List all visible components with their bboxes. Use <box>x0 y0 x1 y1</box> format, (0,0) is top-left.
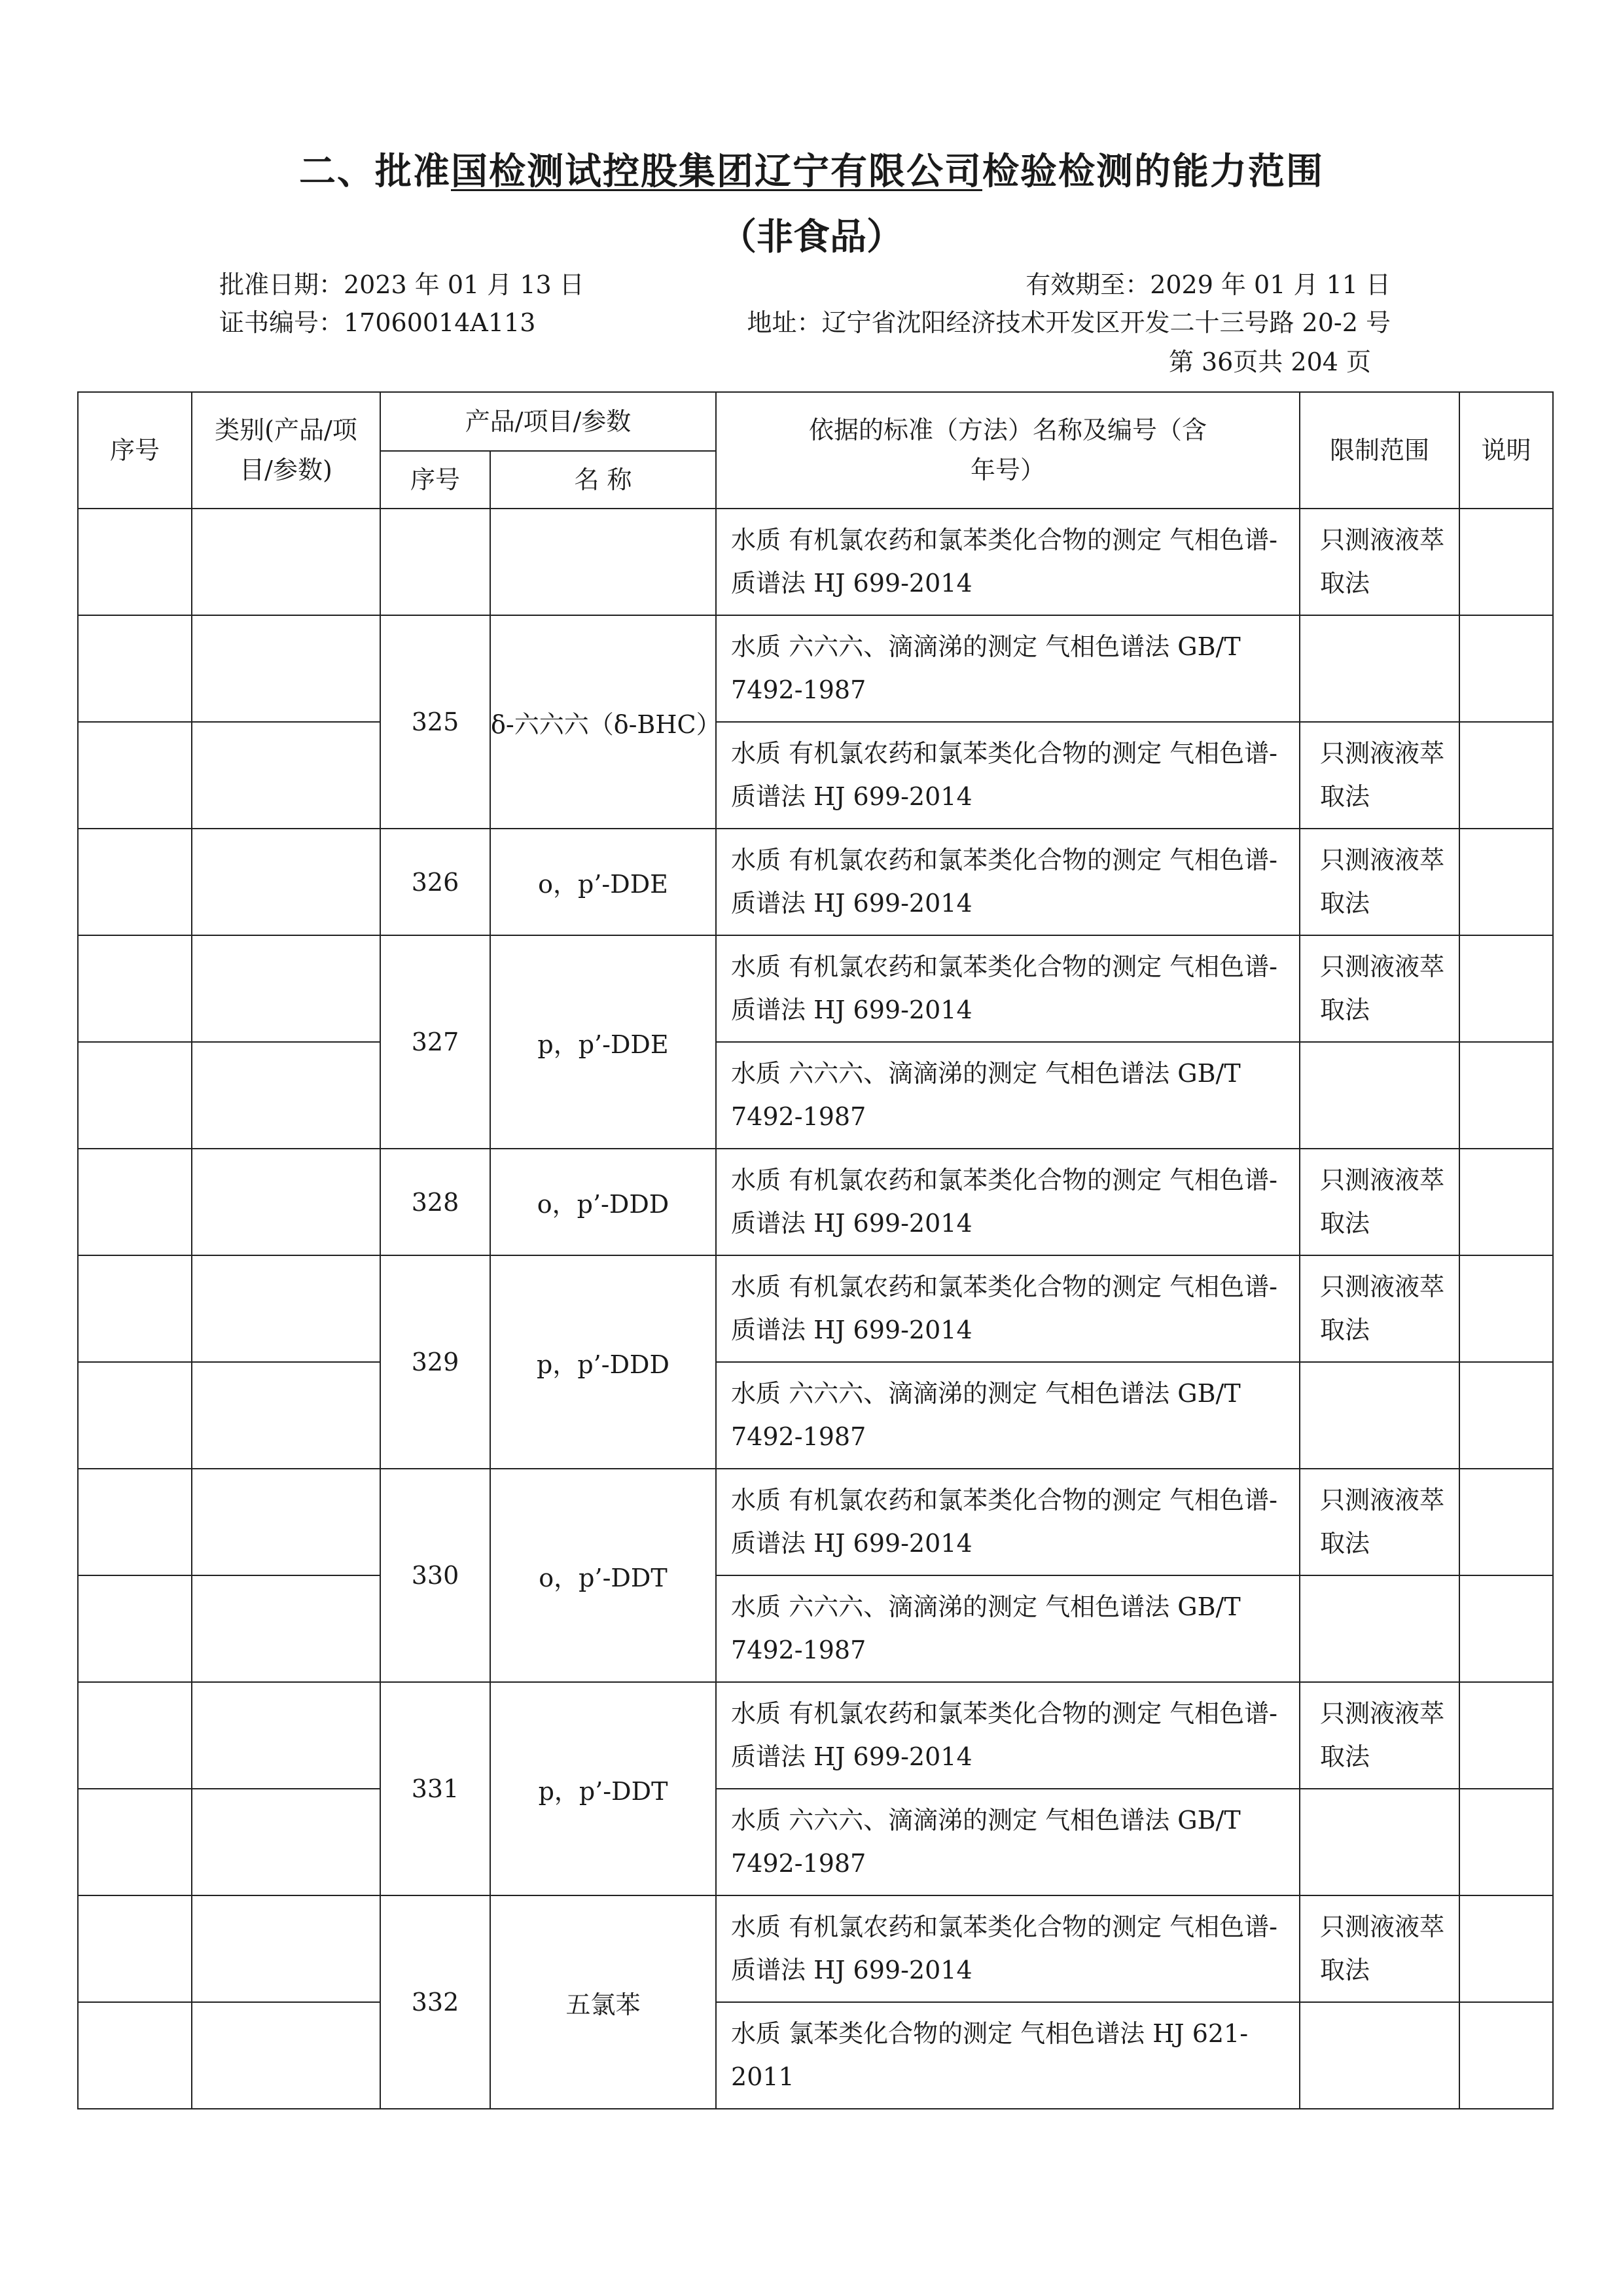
seq-cell <box>78 1575 192 1682</box>
item-number-cell <box>380 509 490 615</box>
category-cell <box>192 2002 380 2109</box>
limit-cell: 只测液液萃取法 <box>1300 935 1459 1042</box>
seq-cell <box>78 1362 192 1469</box>
limit-cell <box>1300 1042 1459 1149</box>
seq-cell <box>78 1042 192 1149</box>
seq-cell <box>78 2002 192 2109</box>
table-row <box>78 1255 1553 1362</box>
item-number-cell: 332 <box>380 1895 490 2109</box>
note-cell <box>1459 935 1553 1042</box>
table-row <box>78 722 1553 829</box>
item-name-cell: o，p’-DDD <box>490 1149 716 1255</box>
page-info: 第 36页共 204 页 <box>1168 348 1371 376</box>
seq-cell <box>78 1895 192 2002</box>
item-name-cell: p，p’-DDT <box>490 1682 716 1895</box>
item-name-cell: o，p’-DDE <box>490 829 716 935</box>
table-row <box>78 2002 1553 2109</box>
table-row <box>78 1789 1553 1895</box>
seq-cell <box>78 509 192 615</box>
note-cell <box>1459 1362 1553 1469</box>
header-seq: 序号 <box>78 392 192 509</box>
note-cell <box>1459 1575 1553 1682</box>
header-note: 说明 <box>1459 392 1553 509</box>
header-standard: 依据的标准（方法）名称及编号（含年号） <box>716 392 1300 509</box>
standard-cell: 水质 有机氯农药和氯苯类化合物的测定 气相色谱-质谱法 HJ 699-2014 <box>716 1895 1300 2002</box>
note-cell <box>1459 1895 1553 2002</box>
table-row <box>78 1469 1553 1575</box>
note-cell <box>1459 722 1553 829</box>
standard-cell: 水质 六六六、滴滴涕的测定 气相色谱法 GB/T 7492-1987 <box>716 1789 1300 1895</box>
note-cell <box>1459 829 1553 935</box>
item-name-cell: 五氯苯 <box>490 1895 716 2109</box>
standard-cell: 水质 有机氯农药和氯苯类化合物的测定 气相色谱-质谱法 HJ 699-2014 <box>716 509 1300 615</box>
valid-until: 有效期至：2029 年 01 月 11 日 <box>1026 270 1391 299</box>
limit-cell: 只测液液萃取法 <box>1300 1895 1459 2002</box>
category-cell <box>192 1042 380 1149</box>
seq-cell <box>78 1469 192 1575</box>
note-cell <box>1459 2002 1553 2109</box>
category-cell <box>192 1895 380 2002</box>
seq-cell <box>78 1789 192 1895</box>
certificate-number: 证书编号：17060014A113 <box>219 308 536 337</box>
limit-cell: 只测液液萃取法 <box>1300 1149 1459 1255</box>
seq-cell <box>78 935 192 1042</box>
category-cell <box>192 935 380 1042</box>
note-cell <box>1459 1469 1553 1575</box>
table-row <box>78 615 1553 722</box>
category-cell <box>192 829 380 935</box>
header-limit: 限制范围 <box>1300 392 1459 509</box>
category-cell <box>192 1255 380 1362</box>
limit-cell: 只测液液萃取法 <box>1300 829 1459 935</box>
item-name-cell: p，p’-DDE <box>490 935 716 1149</box>
address: 地址：辽宁省沈阳经济技术开发区开发二十三号路 20-2 号 <box>747 308 1391 337</box>
item-name-cell: δ-六六六（δ-BHC） <box>490 615 716 829</box>
note-cell <box>1459 509 1553 615</box>
item-number-cell: 329 <box>380 1255 490 1469</box>
standard-cell: 水质 六六六、滴滴涕的测定 气相色谱法 GB/T 7492-1987 <box>716 1362 1300 1469</box>
note-cell <box>1459 615 1553 722</box>
category-cell <box>192 615 380 722</box>
item-number-cell: 325 <box>380 615 490 829</box>
standard-cell: 水质 六六六、滴滴涕的测定 气相色谱法 GB/T 7492-1987 <box>716 1042 1300 1149</box>
standard-cell: 水质 有机氯农药和氯苯类化合物的测定 气相色谱-质谱法 HJ 699-2014 <box>716 1255 1300 1362</box>
note-cell <box>1459 1042 1553 1149</box>
category-cell <box>192 509 380 615</box>
table-row <box>78 1682 1553 1789</box>
note-cell <box>1459 1682 1553 1789</box>
limit-cell <box>1300 1575 1459 1682</box>
table-row <box>78 1149 1553 1255</box>
table-row <box>78 1575 1553 1682</box>
organization-name: 国检测试控股集团辽宁有限公司 <box>451 151 982 193</box>
table-row <box>78 1362 1553 1469</box>
limit-cell: 只测液液萃取法 <box>1300 1255 1459 1362</box>
standard-cell: 水质 有机氯农药和氯苯类化合物的测定 气相色谱-质谱法 HJ 699-2014 <box>716 722 1300 829</box>
category-cell <box>192 1789 380 1895</box>
item-name-cell <box>490 509 716 615</box>
note-cell <box>1459 1255 1553 1362</box>
item-name-cell: p，p’-DDD <box>490 1255 716 1469</box>
standard-cell: 水质 有机氯农药和氯苯类化合物的测定 气相色谱-质谱法 HJ 699-2014 <box>716 935 1300 1042</box>
header-category: 类别(产品/项目/参数) <box>192 392 380 509</box>
category-cell <box>192 1149 380 1255</box>
approval-date: 批准日期：2023 年 01 月 13 日 <box>219 270 584 299</box>
limit-cell: 只测液液萃取法 <box>1300 509 1459 615</box>
limit-cell <box>1300 2002 1459 2109</box>
table-row <box>78 829 1553 935</box>
table-row <box>78 1895 1553 2002</box>
limit-cell <box>1300 1789 1459 1895</box>
seq-cell <box>78 1149 192 1255</box>
standard-cell: 水质 有机氯农药和氯苯类化合物的测定 气相色谱-质谱法 HJ 699-2014 <box>716 1469 1300 1575</box>
limit-cell: 只测液液萃取法 <box>1300 1469 1459 1575</box>
limit-cell: 只测液液萃取法 <box>1300 1682 1459 1789</box>
standard-cell: 水质 有机氯农药和氯苯类化合物的测定 气相色谱-质谱法 HJ 699-2014 <box>716 829 1300 935</box>
header-sub-name: 名 称 <box>490 451 716 509</box>
category-cell <box>192 1469 380 1575</box>
item-number-cell: 330 <box>380 1469 490 1682</box>
item-number-cell: 326 <box>380 829 490 935</box>
category-cell <box>192 722 380 829</box>
header-sub-seq: 序号 <box>380 451 490 509</box>
table-row <box>78 1042 1553 1149</box>
scope-table <box>77 391 1554 2109</box>
item-number-cell: 328 <box>380 1149 490 1255</box>
standard-cell: 水质 氯苯类化合物的测定 气相色谱法 HJ 621-2011 <box>716 2002 1300 2109</box>
limit-cell <box>1300 615 1459 722</box>
note-cell <box>1459 1789 1553 1895</box>
seq-cell <box>78 615 192 722</box>
seq-cell <box>78 1682 192 1789</box>
standard-cell: 水质 六六六、滴滴涕的测定 气相色谱法 GB/T 7492-1987 <box>716 1575 1300 1682</box>
limit-cell <box>1300 1362 1459 1469</box>
seq-cell <box>78 829 192 935</box>
header-product-group: 产品/项目/参数 <box>380 392 716 451</box>
table-row <box>78 935 1553 1042</box>
document-title <box>0 143 1623 195</box>
standard-cell: 水质 有机氯农药和氯苯类化合物的测定 气相色谱-质谱法 HJ 699-2014 <box>716 1682 1300 1789</box>
seq-cell <box>78 722 192 829</box>
item-number-cell: 331 <box>380 1682 490 1895</box>
document-subtitle: （非食品） <box>720 216 903 259</box>
title-prefix: 二、批准 <box>299 151 451 193</box>
seq-cell <box>78 1255 192 1362</box>
category-cell <box>192 1682 380 1789</box>
category-cell <box>192 1575 380 1682</box>
table-body <box>78 509 1553 2109</box>
category-cell <box>192 1362 380 1469</box>
standard-cell: 水质 有机氯农药和氯苯类化合物的测定 气相色谱-质谱法 HJ 699-2014 <box>716 1149 1300 1255</box>
standard-cell: 水质 六六六、滴滴涕的测定 气相色谱法 GB/T 7492-1987 <box>716 615 1300 722</box>
note-cell <box>1459 1149 1553 1255</box>
item-name-cell: o，p’-DDT <box>490 1469 716 1682</box>
limit-cell: 只测液液萃取法 <box>1300 722 1459 829</box>
table-row <box>78 509 1553 615</box>
item-number-cell: 327 <box>380 935 490 1149</box>
title-suffix: 检验检测的能力范围 <box>982 151 1324 193</box>
